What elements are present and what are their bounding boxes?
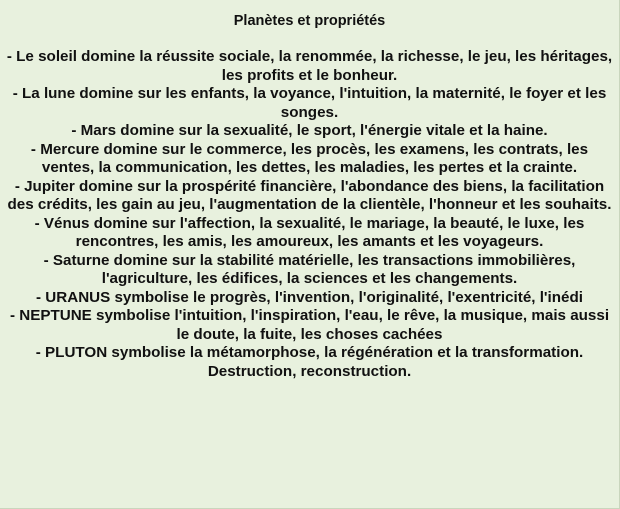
list-item-lune: - La lune domine sur les enfants, la voyance, l'intuition, la maternité, le foyer et les songes. — [12, 85, 607, 121]
planet-properties-list — [0, 48, 619, 381]
list-item-saturne: - Saturne domine sur la stabilité matérielle, les transactions immobilières, l'agriculture, les édifices, la sciences et les changements. — [43, 251, 576, 287]
list-item-jupiter: - Jupiter domine sur la prospérité financière, l'abondance des biens, la facilitation des crédits, les gain au jeu, l'augmentation de la clientèle, l'honneur et les souhaits. — [7, 177, 612, 213]
spacer — [0, 30, 619, 48]
list-item-soleil: - Le soleil domine la réussite sociale, la renommée, la richesse, le jeu, les héritages, les profits et le bonheur. — [6, 48, 613, 84]
list-item-venus: - Vénus domine sur l'affection, la sexualité, le mariage, la beauté, le luxe, les rencontres, les amis, les amoureux, les amants et les voyageurs. — [34, 214, 585, 250]
list-item-mars: - Mars domine sur la sexualité, le sport, l'énergie vitale et la haine. — [71, 122, 548, 139]
list-item-mercure: - Mercure domine sur le commerce, les procès, les examens, les contrats, les ventes, la communication, les dettes, les maladies, les pertes et la crainte. — [30, 140, 589, 176]
document-title: Planètes et propriétés — [233, 13, 386, 29]
list-item-neptune: - NEPTUNE symbolise l'intuition, l'inspiration, l'eau, le rêve, la musique, mais aussi le doute, la fuite, les choses cachées — [9, 307, 610, 343]
list-item-uranus: - URANUS symbolise le progrès, l'invention, l'originalité, l'exentricité, l'inédi — [36, 288, 583, 306]
list-item-pluton: - PLUTON symbolise la métamorphose, la régénération et la transformation. Destruction, reconstruction. — [35, 344, 584, 380]
